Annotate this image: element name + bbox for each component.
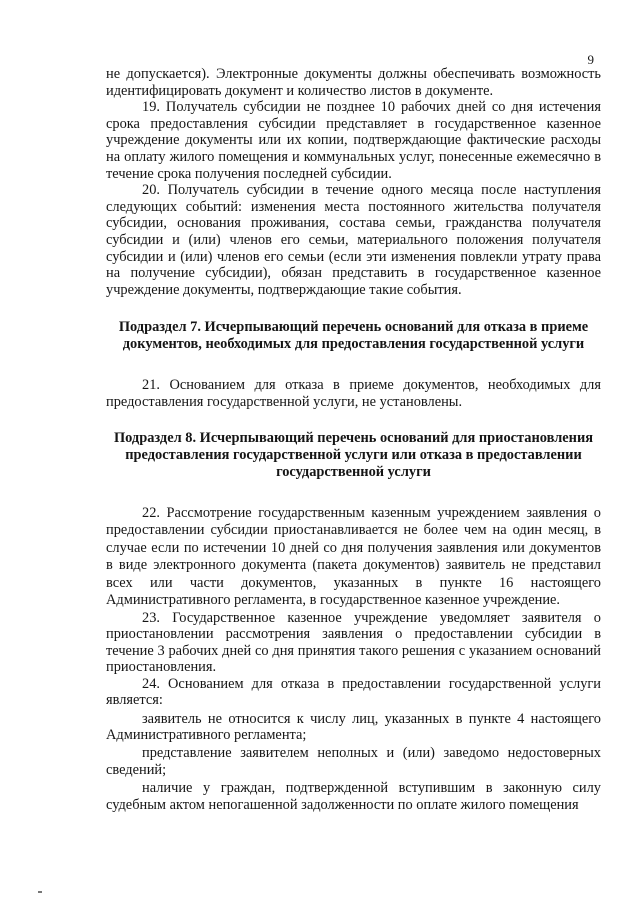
- paragraph-continuation: не допускается). Электронные документы должны обеспечивать возможность идентифицировать документ и количество листов в документе.: [106, 66, 601, 99]
- paragraph-20: 20. Получатель субсидии в течение одного месяца после наступления следующих событий: изменения места постоянного жительства получателя субсидии, основания проживания, состава семьи, гражданства получателя субсидии и (или) членов его семьи, материального положения получателя субсидии и (или) членов его семьи (если эти изменения повлекли утрату права на получение субсидии), обязан представить в государственное казенное учреждение документы, подтверждающие такие события.: [106, 182, 601, 298]
- ground-item: заявитель не относится к числу лиц, указанных в пункте 4 настоящего Административного регламента;: [106, 710, 601, 743]
- scan-mark: [38, 891, 42, 893]
- paragraph-22: 22. Рассмотрение государственным казенным учреждением заявления о предоставлении субсидии приостанавливается не более чем на один месяц, в случае если по истечении 10 дней со дня получения заявления или документов в виде электронного документа (пакета документов) заявитель не представил всех или части документов, указанных в пункте 16 настоящего Административного регламента, в государственное казенное учреждение.: [106, 504, 601, 609]
- ground-item: представление заявителем неполных и (или) заведомо недостоверных сведений;: [106, 745, 601, 778]
- page-number: 9: [587, 52, 594, 67]
- subsection-8-heading: Подраздел 8. Исчерпывающий перечень оснований для приостановления предоставления государственной услуги или отказа в предоставлении государственной услуги: [113, 429, 594, 480]
- subsection-7-heading: Подраздел 7. Исчерпывающий перечень оснований для отказа в приеме документов, необходимых для предоставления государственной услуги: [118, 319, 589, 353]
- paragraph-21: 21. Основанием для отказа в приеме документов, необходимых для предоставления государственной услуги, не установлены.: [106, 377, 601, 410]
- paragraph-24: 24. Основанием для отказа в предоставлении государственной услуги является:: [106, 675, 601, 709]
- paragraph-19: 19. Получатель субсидии не позднее 10 рабочих дней со дня истечения срока предоставления субсидии представляет в государственное казенное учреждение документы или их копии, подтверждающие фактические расходы на оплату жилого помещения и коммунальных услуг, понесенные ежемесячно в течение срока получения последней субсидии.: [106, 99, 601, 182]
- paragraph-23: 23. Государственное казенное учреждение уведомляет заявителя о приостановлении рассмотрения заявления о предоставлении субсидии в течение 3 рабочих дней со дня принятия такого решения с указанием оснований приостановления.: [106, 610, 601, 676]
- document-body: [106, 66, 601, 813]
- ground-item: наличие у граждан, подтвержденной вступившим в законную силу судебным актом непогашенной задолженности по оплате жилого помещения: [106, 780, 601, 813]
